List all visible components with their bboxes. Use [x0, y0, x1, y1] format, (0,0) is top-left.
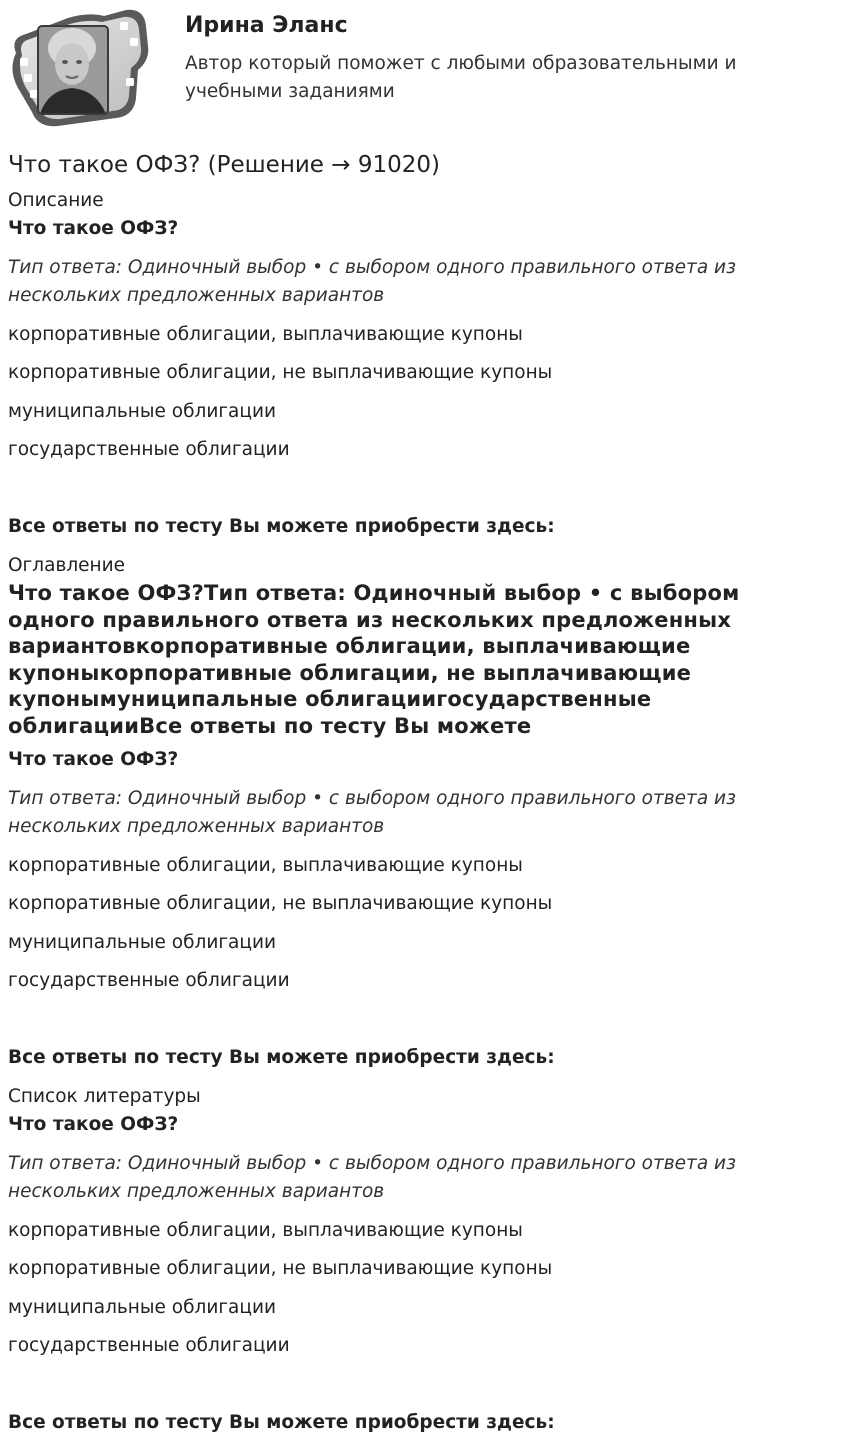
option-1: корпоративные облигации, выплачивающие купоны [8, 855, 523, 876]
section-label-description: Описание [8, 190, 104, 211]
option-3: муниципальные облигации [8, 1297, 277, 1318]
answer-type: Тип ответа: Одиночный выбор • с выбором одного правильного ответа из нескольких предложенных вариантов [8, 257, 736, 306]
all-answers-link[interactable]: Все ответы по тесту Вы можете приобрести здесь: [8, 1412, 555, 1433]
option-4: государственные облигации [8, 1335, 290, 1356]
section-label-literature: Список литературы [8, 1086, 201, 1107]
answer-type: Тип ответа: Одиночный выбор • с выбором одного правильного ответа из нескольких предложенных вариантов [8, 788, 736, 837]
toc-text: Что такое ОФЗ?Тип ответа: Одиночный выбор • с выбором одного правильного ответа из нескольких предложенных вариантовкорпоративные облигации, выплачивающие купоныкорпоративные облигации, не выплачивающие купонымуниципальные облигациигосударственные облигацииВсе ответы по тесту Вы можете [8, 581, 740, 738]
all-answers-link[interactable]: Все ответы по тесту Вы можете приобрести здесь: [8, 516, 555, 537]
question-text: Что такое ОФЗ? [8, 749, 179, 770]
question-text: Что такое ОФЗ? [8, 1114, 179, 1135]
option-4: государственные облигации [8, 439, 290, 460]
page-title: Что такое ОФЗ? (Решение → 91020) [8, 152, 440, 178]
all-answers-link[interactable]: Все ответы по тесту Вы можете приобрести здесь: [8, 1047, 555, 1068]
option-3: муниципальные облигации [8, 401, 277, 422]
author-header [0, 0, 847, 130]
option-1: корпоративные облигации, выплачивающие купоны [8, 1220, 523, 1241]
author-name[interactable]: Ирина Эланс [185, 13, 348, 38]
question-text: Что такое ОФЗ? [8, 218, 179, 239]
option-3: муниципальные облигации [8, 932, 277, 953]
author-description: Автор который поможет с любыми образовательными и учебными заданиями [185, 53, 737, 102]
option-2: корпоративные облигации, не выплачивающие купоны [8, 1258, 553, 1279]
option-2: корпоративные облигации, не выплачивающие купоны [8, 362, 553, 383]
option-1: корпоративные облигации, выплачивающие купоны [8, 324, 523, 345]
section-label-toc: Оглавление [8, 555, 126, 576]
option-2: корпоративные облигации, не выплачивающие купоны [8, 893, 553, 914]
option-4: государственные облигации [8, 970, 290, 991]
avatar[interactable] [8, 8, 150, 128]
answer-type: Тип ответа: Одиночный выбор • с выбором одного правильного ответа из нескольких предложенных вариантов [8, 1153, 736, 1202]
